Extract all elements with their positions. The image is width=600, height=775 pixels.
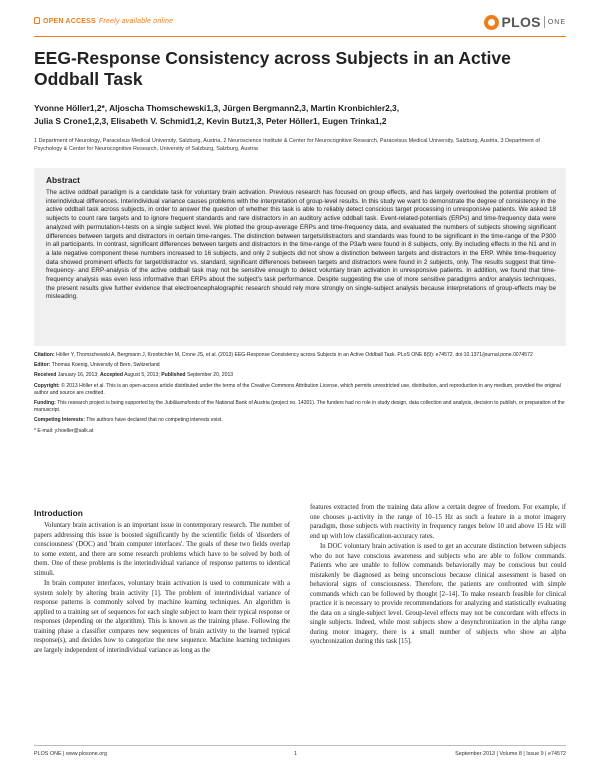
open-lock-icon: [34, 17, 40, 24]
email-line[interactable]: * E-mail: y.hoeller@salk.at: [34, 427, 94, 434]
funding-label: Funding:: [34, 400, 56, 407]
open-access-badge[interactable]: [34, 18, 173, 25]
open-access-label: OPEN ACCESS: [43, 18, 96, 25]
journal-header: [34, 14, 566, 34]
dates-line: [34, 372, 566, 379]
authors-line-2: Julia S Crone1,2,3, Elisabeth V. Schmid1,2, Kevin Butz1,3, Peter Höller1, Eugen Trinka1,2: [34, 116, 387, 126]
plos-logo-icon: [484, 15, 499, 30]
received-label: Received: [34, 372, 57, 379]
accepted-date: August 5, 2013;: [124, 372, 160, 379]
page-number: 1: [294, 751, 297, 757]
copyright-label: Copyright:: [34, 382, 60, 389]
paragraph: features extracted from the training data allow a certain degree of freedom. For example, if one chooses μ-activity in the range of 10–15 Hz as such a feature in a motor imagery paradigm, those subjects with reactivity in frequency ranges below 10 and above 15 Hz will end up with low classification-accuracy rates.: [310, 504, 566, 540]
footer-journal[interactable]: PLOS ONE | www.plosone.org: [34, 751, 108, 757]
freely-available-label: Freely available online: [98, 18, 174, 25]
paragraph: In DOC voluntary brain activation is used to get an accurate distinction between subjects who do not have conscious awareness and subjects who are able to follow commands. Patients who are unable to follow commands behaviorally may be conscious but could mistakenly be diagnosed as being unconscious because clinical assessment is based on behavioral signs of consciousness. Therefore, the patients are confronted with simple commands which can be followed by thought [2–14]. To make research feasible for clinical practice it is necessary to provide recommendations for analyzing and statistically evaluating the data on a single-subject level. Group-level effects may not be concordant with effects in single subjects. Indeed, while most subjects show a desynchronization in the alpha range during motor imagery, there is a small number of subjects who show an alpha synchronization during this task [15].: [310, 543, 566, 645]
accepted-label: Accepted: [100, 372, 123, 379]
footer-issue: September 2013 | Volume 8 | Issue 9 | e74572: [455, 751, 566, 757]
logo-text: PLOS: [501, 14, 541, 30]
received-date: January 16, 2013;: [57, 372, 99, 379]
article-title: EEG-Response Consistency across Subjects in an Active Oddball Task: [34, 48, 511, 89]
paragraph: In brain computer interfaces, voluntary brain activation is used to communicate with a system solely by altering brain activity [1]. The problem of interindividual variance of response patterns is commonly solved by machine learning techniques. An algorithm is applied to a training set of sequences for each single subject to learn their typical response or responses (depending on the algorithm). This is known as the training phase. Following the training phase a classifier compares new sequences of brain activity to the learned typical response(s), and decides how to categorize the new sequence. Machine learning techniques are largely independent of interindividual variance as long as the: [34, 580, 290, 654]
competing-interests-label: Competing Interests:: [34, 417, 85, 424]
page-footer: [34, 745, 566, 759]
affiliations: 1 Department of Neurology, Paracelsus Medical University, Salzburg, Austria, 2 Neuroscience Institute & Center for Neurocognitive Research, Paracelsus Medical University, Salzburg, Austria, 3 Department of Psychology & Center for Neurocognitive Research, University of Salzburg, Salzburg, Austria: [34, 138, 540, 152]
editor-text: Thomas Koenig, University of Bern, Switzerland: [51, 362, 160, 369]
copyright-text: © 2013 Höller et al. This is an open-access article distributed under the terms of the Creative Commons Attribution License, which permits unrestricted use, distribution, and reproduction in any medium, provided the original author and source are credited.: [34, 382, 561, 396]
editor-line: [34, 362, 566, 369]
citation-label: Citation:: [34, 352, 55, 358]
body-column-right: [310, 503, 566, 648]
logo-subtext: ONE: [547, 18, 566, 26]
published-label: Published: [161, 372, 186, 379]
abstract-text: The active oddball paradigm is a candidate task for voluntary brain activation. Previous research has focused on group effects, and has largely overlooked the potential problem of interindividual differences. Interindividual variance causes problems with the interpretation of group-level results. In this study we want to demonstrate the degree of consistency in the active oddball task across subjects, in order to answer the question of whether this task is able to reliably detect conscious target processing in unresponsive patients. We asked 18 subjects to count rare targets and to ignore frequent standards and rare distractors in an auditory active oddball task. Event-related-potentials (ERPs) and time-frequency data were analyzed with permutation-t-tests on a single subject level. We plotted the group-average ERPs and time-frequency data, and evaluated the numbers of subjects showing significant differences between targets and distractors in certain time-ranges. The distinction between targets/distractors and standards was found to be significant in the time-range of the P300 in all participants. In contrast, significant differences between targets and distractors in the time-range of the P3a/b were found in 8 subjects, only. By including effects in the N1 and in a late negative component these numbers increased to 16 subjects, and only 2 subjects did not show a distinction between targets and distractors in the ERP. While time-frequency data showed prominent effects for target/distractor vs. standard, significant differences between targets and distractors were found in 2 subjects, only. The results suggest that time-frequency- and ERP-analysis of the active oddball task may not be sensitive enough to detect voluntary brain activation in unresponsive patients. In addition, we found that time-frequency analysis was even less informative than ERPs about the subject's task performance. Despite suggesting the use of more sensitive paradigms and/or analysis techniques, the present results give further evidence that electroencephalographic research should rely more strongly on single-subject analysis because interpretations of group-effects may be misleading.: [46, 189, 556, 301]
citation-line: [34, 352, 566, 359]
paragraph: Voluntary brain activation is an important issue in contemporary research. The number of papers addressing this issue is boosted significantly by the scientific fields of 'disorders of consciousness' (DOC) and 'brain computer interfaces'. The goals of these two fields overlap to some extent, and there are some research problems which have to be solved by both of them. One of these problems is the interindividual variance of response patterns to identical stimuli.: [34, 522, 290, 577]
author-list: [34, 102, 566, 128]
copyright-line: [34, 383, 566, 397]
funding-text: This research project is being supported by the Jubiläumsfonds of the National Bank of Austria (project no. 14201). The funders had no role in study design, data collection and analysis, decision to publish, or preparation of the manuscript.: [34, 400, 565, 414]
funding-line: [34, 400, 566, 414]
authors-line-1: Yvonne Höller1,2*, Aljoscha Thomschewski1,3, Jürgen Bergmann2,3, Martin Kronbichler2,3,: [34, 103, 400, 113]
abstract-panel: [34, 168, 566, 346]
abstract-heading: Abstract: [46, 175, 80, 185]
competing-interests-line: [34, 417, 566, 424]
introduction-heading: Introduction: [34, 508, 83, 518]
header-rule: [34, 36, 566, 37]
plos-one-logo[interactable]: [484, 14, 567, 30]
citation-text: Höller Y, Thomschewski A, Bergmann J, Kronbichler M, Crone JS, et al. (2013) EEG-Response Consistency across Subjects in an Active Oddball Task. PLoS ONE 8(9): e74572. doi:10.1371/journal.pone.0074572: [56, 352, 533, 358]
article-metadata: [34, 352, 566, 438]
published-date: September 20, 2013: [186, 372, 234, 379]
competing-interests-text: The authors have declared that no competing interests exist.: [86, 417, 223, 424]
editor-label: Editor:: [34, 362, 51, 369]
body-column-left: [34, 521, 290, 656]
logo-divider: [544, 16, 545, 28]
